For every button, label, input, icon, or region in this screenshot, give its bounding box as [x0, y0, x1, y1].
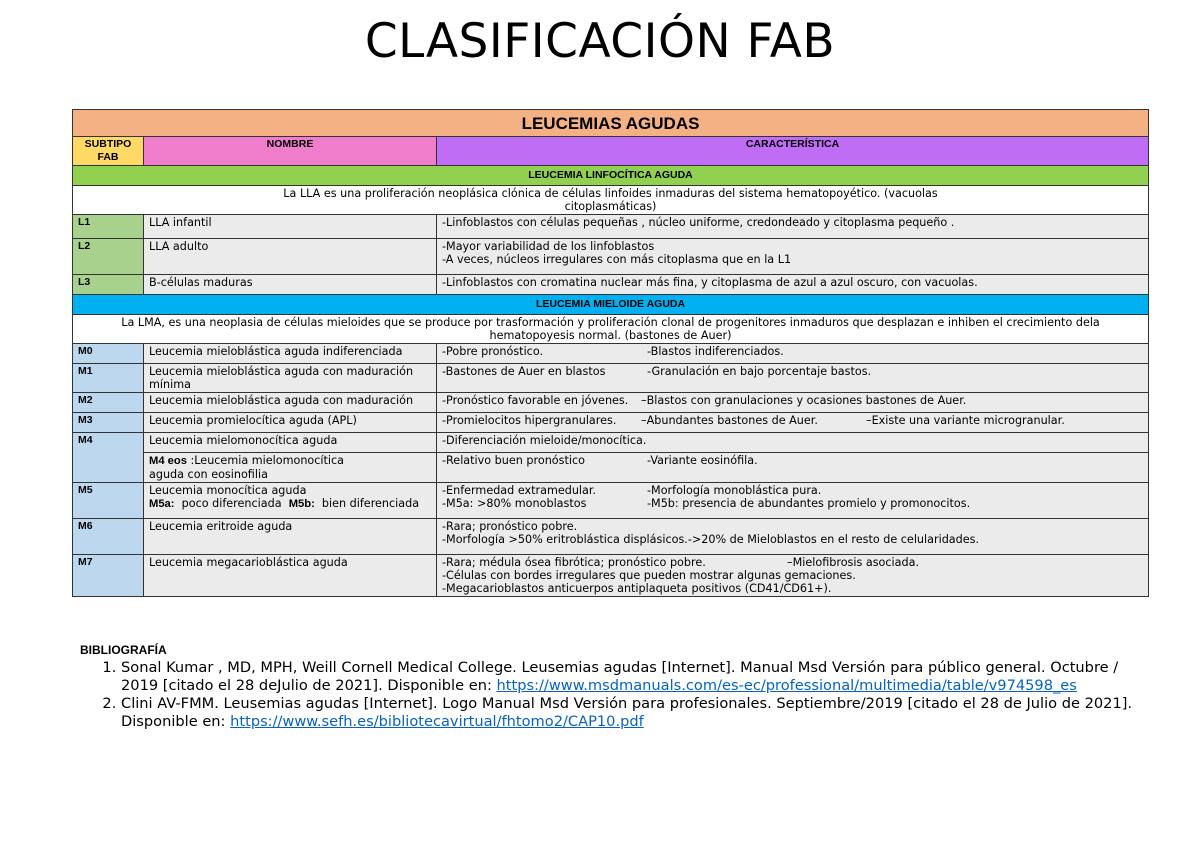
- characteristic-part: -Diferenciación mieloide/monocítica.: [442, 434, 647, 447]
- characteristic-part: -M5b: presencia de abundantes promielo y promonocitos.: [647, 497, 971, 510]
- subtype-code: M4: [73, 433, 144, 483]
- subtype-name: [144, 364, 437, 393]
- page-title: CLASIFICACIÓN FAB: [364, 14, 836, 69]
- table-row: [73, 483, 1149, 519]
- characteristic-part: -Pobre pronóstico.: [442, 345, 544, 358]
- subtype-code: M0: [73, 344, 144, 364]
- section-header-lma: LEUCEMIA MIELOIDE AGUDA: [73, 295, 1149, 315]
- characteristic-line: -Mayor variabilidad de los linfoblastos: [442, 240, 655, 253]
- subtype-characteristic: [437, 453, 1149, 483]
- reference-list: [80, 659, 1140, 731]
- subtype-characteristic: [437, 364, 1149, 393]
- characteristic-part: -Relativo buen pronóstico: [442, 454, 585, 467]
- reference-link[interactable]: https://www.msdmanuals.com/es-ec/professional/multimedia/table/v974598_es: [496, 677, 1077, 694]
- subtype-code: M6: [73, 519, 144, 555]
- subtype-name-text: Leucemia mieloblástica aguda con maduración mínima: [149, 365, 414, 391]
- subtype-name: Leucemia mieloblástica aguda con maduración: [144, 393, 437, 413]
- table-row: [73, 555, 1149, 597]
- characteristic-part: -Bastones de Auer en blastos: [442, 365, 606, 378]
- characteristic-line: -A veces, núcleos irregulares con más citoplasma que en la L1: [442, 253, 792, 266]
- characteristic-part: -Promielocitos hipergranulares.: [442, 414, 617, 427]
- subtype-name: LLA infantil: [144, 215, 437, 239]
- table-row: [73, 215, 1149, 239]
- lla-description: [73, 186, 1149, 215]
- characteristic-part: –Abundantes bastones de Auer.: [641, 414, 818, 427]
- m4eos-label: M4 eos: [149, 455, 187, 467]
- table-row: [73, 344, 1149, 364]
- table-row: [73, 239, 1149, 275]
- subtype-characteristic: [437, 483, 1149, 519]
- characteristic-part: -M5a: >80% monoblastos: [442, 497, 587, 510]
- subtype-characteristic: [437, 344, 1149, 364]
- subtype-characteristic: [437, 555, 1149, 597]
- table-row: [73, 275, 1149, 295]
- characteristic-part: -Morfología monoblástica pura.: [647, 484, 822, 497]
- subtype-characteristic: [437, 413, 1149, 433]
- subtype-code: L1: [73, 215, 144, 239]
- m5-subtypes: [149, 497, 431, 511]
- subtype-name: Leucemia promielocítica aguda (APL): [144, 413, 437, 433]
- subtype-name: Leucemia mieloblástica aguda indiferenciada: [144, 344, 437, 364]
- characteristic-part: –Existe una variante microgranular.: [866, 414, 1065, 427]
- subtype-characteristic: [437, 215, 1149, 239]
- characteristic-line: -Linfoblastos con cromatina nuclear más fina, y citoplasma de azul a azul oscuro, con vacuolas.: [442, 276, 978, 289]
- table-row: [73, 519, 1149, 555]
- subtype-code: L2: [73, 239, 144, 275]
- subtype-name: LLA adulto: [144, 239, 437, 275]
- characteristic-line: -Megacarioblastos anticuerpos antiplaqueta positivos (CD41/CD61+).: [442, 582, 832, 595]
- list-item: [121, 695, 1140, 731]
- table-row: [73, 364, 1149, 393]
- characteristic-part: -Pronóstico favorable en jóvenes.: [442, 394, 629, 407]
- column-header-subtipo: SUBTIPO FAB: [73, 137, 144, 166]
- characteristic-part: -Enfermedad extramedular.: [442, 484, 597, 497]
- m5a-label: M5a:: [149, 498, 175, 510]
- column-header-caracteristica: CARACTERÍSTICA: [437, 137, 1149, 166]
- table-heading: LEUCEMIAS AGUDAS: [73, 110, 1149, 137]
- m5b-text: bien diferenciada: [321, 497, 420, 510]
- list-item: [121, 659, 1140, 695]
- m4eos-name: :Leucemia mielomonocítica aguda con eosinofilia: [149, 454, 345, 481]
- reference-link[interactable]: https://www.sefh.es/bibliotecavirtual/fhtomo2/CAP10.pdf: [230, 713, 644, 730]
- characteristic-part: -Rara; médula ósea fibrótica; pronóstico pobre.: [442, 556, 706, 569]
- subtype-name-text: [149, 454, 379, 481]
- m5b-label: M5b:: [288, 498, 315, 510]
- characteristic-line: -Células con bordes irregulares que pueden mostrar algunas gemaciones.: [442, 569, 856, 582]
- characteristic-line: -Linfoblastos con células pequeñas , núcleo uniforme, credondeado y citoplasma pequeño .: [442, 216, 955, 229]
- characteristic-part: –Mielofibrosis asociada.: [787, 556, 920, 569]
- subtype-name: [144, 483, 437, 519]
- column-header-nombre: NOMBRE: [144, 137, 437, 166]
- subtype-name-text: Leucemia monocítica aguda: [149, 484, 307, 497]
- characteristic-line: -Morfología >50% eritroblástica displásicos.->20% de Mieloblastos en el resto de celularidades.: [442, 533, 980, 546]
- bibliography: [80, 643, 1140, 731]
- characteristic-part: –Blastos con granulaciones y ocasiones bastones de Auer.: [641, 394, 967, 407]
- subtype-code: M7: [73, 555, 144, 597]
- subtype-name: Leucemia mielomonocítica aguda: [144, 433, 437, 453]
- lma-description: [73, 315, 1149, 344]
- subtype-code: M1: [73, 364, 144, 393]
- table-row: [73, 433, 1149, 453]
- characteristic-part: -Granulación en bajo porcentaje bastos.: [647, 365, 872, 378]
- subtype-characteristic: [437, 519, 1149, 555]
- bibliography-title: BIBLIOGRAFÍA: [80, 643, 167, 657]
- table-row: [73, 413, 1149, 433]
- subtype-characteristic: [437, 275, 1149, 295]
- subtype-name: [144, 453, 437, 483]
- subtype-name: Leucemia megacarioblástica aguda: [144, 555, 437, 597]
- reference-text: Sonal Kumar , MD, MPH, Weill Cornell Medical College. Leusemias agudas [Internet]. Manual Msd Versión para público general. Octubre / 2019 [citado el 28 deJulio de 2021]. Disponible en:: [121, 659, 1119, 694]
- subtype-characteristic: [437, 433, 1149, 453]
- characteristic-line: -Rara; pronóstico pobre.: [442, 520, 578, 533]
- subtype-characteristic: [437, 239, 1149, 275]
- subtype-code: M2: [73, 393, 144, 413]
- lla-description-text: La LLA es una proliferación neoplásica clónica de células linfoides inmaduras del sistema hematopoyético. (vacuolas citoplasmáticas): [283, 187, 938, 213]
- table-row: [73, 453, 1149, 483]
- table-row: [73, 393, 1149, 413]
- reference-text: Clini AV-FMM. Leusemias agudas [Internet]. Logo Manual Msd Versión para profesionales. Septiembre/2019 [citado el 28 de Julio de 2021]. Disponible en:: [121, 695, 1133, 730]
- subtype-name: B-células maduras: [144, 275, 437, 295]
- m5a-text: poco diferenciada: [181, 497, 282, 510]
- subtype-characteristic: [437, 393, 1149, 413]
- fab-classification-table: [72, 109, 1149, 597]
- characteristic-part: -Variante eosinófila.: [647, 454, 758, 467]
- characteristic-part: -Blastos indiferenciados.: [647, 345, 784, 358]
- subtype-code: M5: [73, 483, 144, 519]
- subtype-code: L3: [73, 275, 144, 295]
- subtype-name: Leucemia eritroide aguda: [144, 519, 437, 555]
- subtype-code: M3: [73, 413, 144, 433]
- lma-description-text: La LMA, es una neoplasia de células mieloides que se produce por trasformación y proliferación clonal de progenitores inmaduros que desplazan e inhiben el crecimiento dela hematopoyesis normal. (bastones de Auer): [121, 316, 1100, 342]
- section-header-lla: LEUCEMIA LINFOCÍTICA AGUDA: [73, 166, 1149, 186]
